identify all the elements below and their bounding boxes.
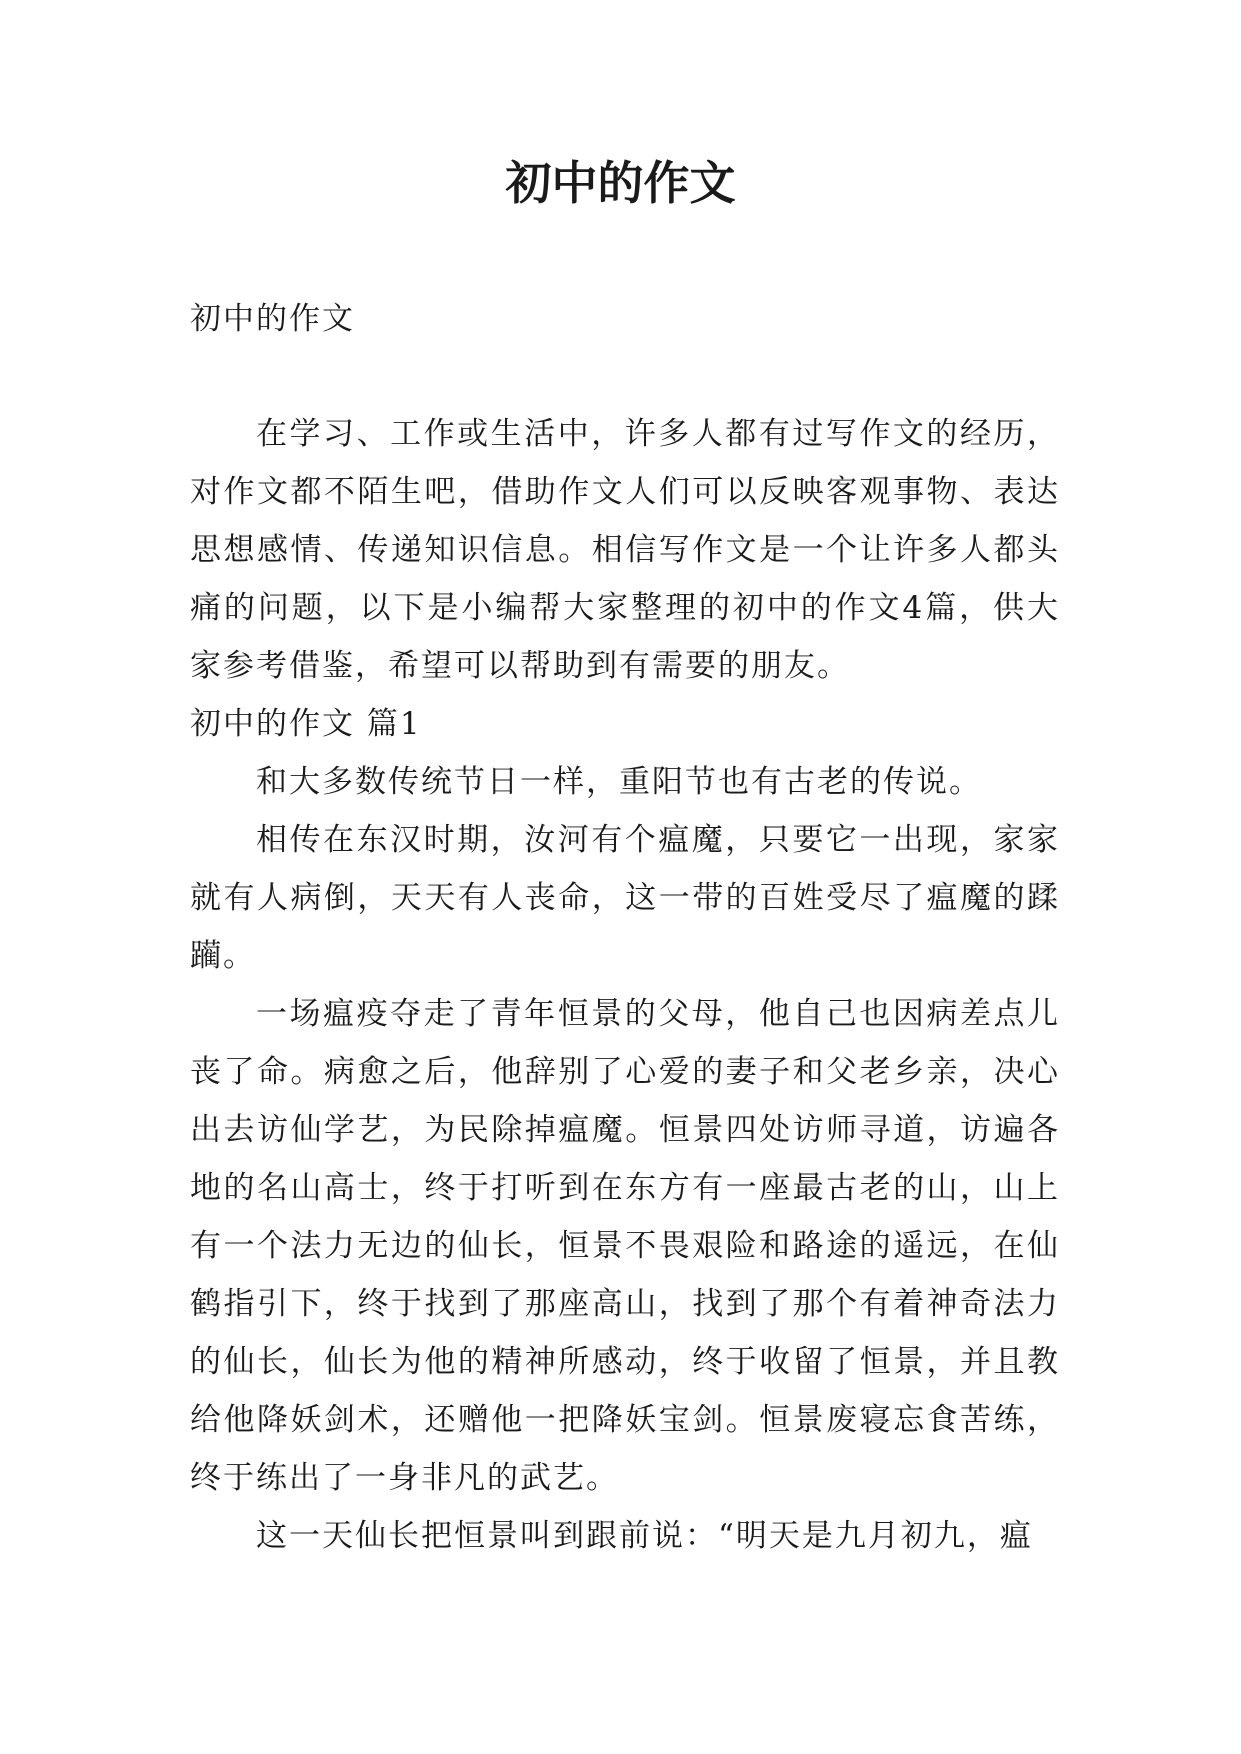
document-body <box>190 405 1060 1565</box>
paragraph: 和大多数传统节日一样，重阳节也有古老的传说。 <box>256 764 982 800</box>
document-subtitle: 初中的作文 <box>190 301 355 337</box>
document-title: 初中的作文 <box>505 156 736 210</box>
paragraph: 相传在东汉时期，汝河有个瘟魔，只要它一出现，家家就有人病倒，天天有人丧命，这一带的百姓受尽了瘟魔的蹂躏。 <box>190 822 1060 974</box>
paragraph: 一场瘟疫夺走了青年恒景的父母，他自己也因病差点儿丧了命。病愈之后，他辞别了心爱的妻子和父老乡亲，决心出去访仙学艺，为民除掉瘟魔。恒景四处访师寻道，访遍各地的名山高士，终于打听到在东方有一座最古老的山，山上有一个法力无边的仙长，恒景不畏艰险和路途的遥远，在仙鹤指引下，终于找到了那座高山，找到了那个有着神奇法力的仙长，仙长为他的精神所感动，终于收留了恒景，并且教给他降妖剑术，还赠他一把降妖宝剑。恒景废寝忘食苦练，终于练出了一身非凡的武艺。 <box>190 996 1060 1496</box>
intro-paragraph: 在学习、工作或生活中，许多人都有过写作文的经历，对作文都不陌生吧，借助作文人们可以反映客观事物、表达思想感情、传递知识信息。相信写作文是一个让许多人都头痛的问题，以下是小编帮大家整理的初中的作文4篇，供大家参考借鉴，希望可以帮助到有需要的朋友。 <box>190 416 1060 684</box>
paragraph: 这一天仙长把恒景叫到跟前说：“明天是九月初九，瘟 <box>256 1518 1033 1554</box>
section-heading: 初中的作文 篇1 <box>190 706 422 742</box>
